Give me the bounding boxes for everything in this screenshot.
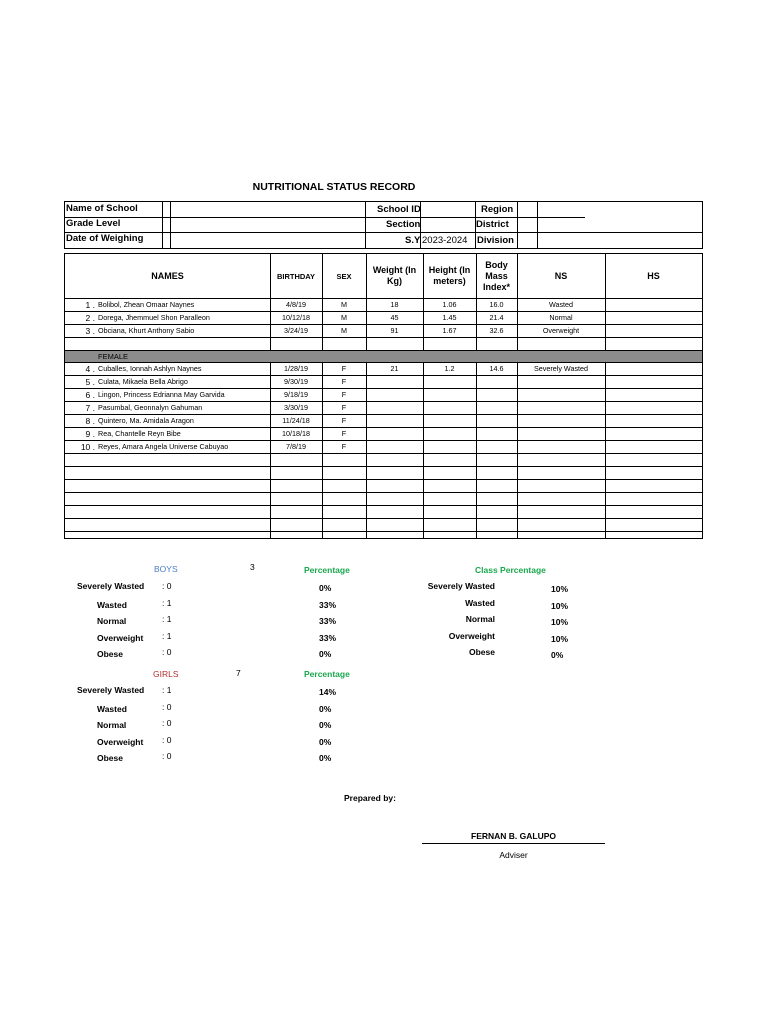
boys-status-count: : 0 [162, 647, 172, 657]
cell-birthday: 3/24/19 [284, 326, 308, 335]
cell-birthday: 1/28/19 [284, 364, 308, 373]
cell-name: Quintero, Ma. Amidala Aragon [98, 416, 194, 425]
prepared-by-label: Prepared by: [344, 793, 396, 803]
class-status-label: Overweight [448, 630, 495, 641]
cell-weight: 45 [390, 313, 399, 322]
boys-status-count: : 1 [162, 597, 172, 608]
cell-bmi: 21.4 [489, 313, 504, 322]
col-height: Height (In meters) [428, 265, 471, 286]
girls-status-count: : 0 [162, 734, 172, 745]
adviser-name: FERNAN B. GALUPO [471, 831, 556, 841]
cell-ns: Normal [549, 313, 573, 322]
cell-sex: F [341, 442, 347, 451]
cell-sex: F [341, 377, 347, 386]
girls-status-percentage: 0% [319, 720, 332, 730]
boys-status-label: Normal [97, 616, 127, 626]
boys-status-label: Obese [97, 649, 123, 659]
boys-label: BOYS [154, 564, 178, 574]
col-birthday: BIRTHDAY [276, 271, 316, 281]
cell-sex: F [341, 390, 347, 399]
cell-sex: F [341, 416, 347, 425]
cell-bmi: 32.6 [489, 326, 504, 335]
row-number: 9 . [85, 429, 95, 439]
nutrition-table [64, 253, 703, 539]
cell-sex: M [341, 300, 347, 309]
cell-height: 1.06 [442, 300, 457, 309]
girls-status-percentage: 0% [319, 753, 332, 763]
class-status-percentage: 10% [551, 617, 569, 627]
girls-status-count: : 0 [162, 701, 172, 712]
boys-status-count: : 1 [162, 614, 172, 624]
girls-status-count: : 0 [162, 718, 172, 728]
class-status-label: Wasted [465, 597, 495, 608]
cell-sex: M [341, 326, 347, 335]
cell-name: Rea, Chantelle Reyn Bibe [98, 429, 181, 438]
cell-sex: F [341, 429, 347, 438]
cell-bmi: 14.6 [489, 364, 504, 373]
row-number: 2 . [85, 313, 95, 323]
name-of-school-label: Name of School [66, 203, 138, 214]
row-number: 4 . [85, 364, 95, 374]
adviser-role: Adviser [499, 850, 528, 860]
col-sex: SEX [336, 271, 352, 281]
row-number: 10 . [80, 442, 95, 452]
class-status-percentage: 10% [551, 584, 569, 594]
boys-count: 3 [250, 562, 255, 572]
cell-height: 1.45 [442, 313, 457, 322]
row-number: 3 . [85, 326, 95, 336]
cell-name: Bolibol, Zhean Omaar Naynes [98, 300, 195, 309]
class-status-label: Normal [465, 614, 495, 624]
girls-status-label: Normal [97, 720, 127, 730]
grade-level-label: Grade Level [66, 218, 121, 229]
cell-bmi: 16.0 [489, 300, 504, 309]
girls-status-count: : 0 [162, 751, 172, 761]
row-number: 7 . [85, 403, 95, 413]
female-section-band [65, 351, 702, 362]
sy-value: 2023-2024 [422, 235, 468, 246]
cell-birthday: 3/30/19 [284, 403, 308, 412]
girls-status-label: Overweight [97, 736, 144, 747]
boys-status-label: Wasted [97, 599, 127, 610]
class-status-label: Severely Wasted [427, 581, 495, 591]
col-bmi: Body Mass Index* [482, 259, 510, 292]
girls-percentage-heading: Percentage [304, 669, 350, 679]
boys-status-percentage: 0% [319, 583, 332, 593]
boys-status-label: Overweight [97, 632, 144, 643]
row-number: 6 . [85, 390, 95, 400]
signature-line [422, 843, 605, 844]
boys-status-percentage: 33% [319, 632, 337, 643]
cell-height: 1.67 [442, 326, 457, 335]
class-status-label: Obese [469, 647, 495, 657]
girls-count: 7 [236, 668, 241, 678]
girls-status-percentage: 0% [319, 736, 332, 747]
division-label: Division [477, 235, 514, 246]
girls-status-label: Wasted [97, 703, 127, 714]
cell-birthday: 10/18/18 [282, 429, 310, 438]
cell-birthday: 4/8/19 [286, 300, 306, 309]
boys-percentage-heading: Percentage [304, 565, 350, 575]
girls-status-percentage: 14% [319, 687, 337, 697]
section-label: Section [386, 219, 421, 230]
cell-birthday: 11/24/18 [282, 416, 310, 425]
cell-weight: 21 [390, 364, 399, 373]
school-info-table [64, 201, 703, 249]
cell-name: Obciana, Khurt Anthony Sabio [98, 326, 195, 335]
col-weight: Weight (In Kg) [372, 265, 417, 286]
cell-sex: M [341, 313, 347, 322]
boys-status-percentage: 0% [319, 649, 332, 659]
col-names: NAMES [151, 270, 184, 281]
cell-birthday: 9/18/19 [284, 390, 308, 399]
sy-label: S.Y [405, 235, 421, 246]
region-label: Region [481, 204, 514, 215]
date-of-weighing-label: Date of Weighing [66, 233, 144, 244]
cell-name: Cuballes, Ionnah Ashlyn Naynes [98, 364, 202, 373]
cell-sex: F [341, 364, 347, 373]
cell-ns: Severely Wasted [533, 364, 589, 373]
boys-status-count: : 1 [162, 630, 172, 641]
girls-status-label: Obese [97, 753, 123, 763]
page-title: NUTRITIONAL STATUS RECORD [252, 181, 416, 193]
class-percentage-heading: Class Percentage [475, 565, 546, 575]
boys-status-label: Severely Wasted [77, 581, 145, 591]
boys-status-count: : 0 [162, 581, 172, 591]
col-ns: NS [554, 270, 568, 281]
girls-status-percentage: 0% [319, 703, 332, 714]
school-id-label: School ID [377, 204, 421, 215]
class-status-percentage: 0% [551, 650, 564, 660]
cell-sex: F [341, 403, 347, 412]
cell-weight: 18 [390, 300, 399, 309]
cell-name: Dorega, Jhemmuel Shon Paralleon [98, 313, 210, 322]
female-label: FEMALE [98, 352, 129, 361]
cell-birthday: 7/8/19 [286, 442, 306, 451]
cell-name: Reyes, Amara Angela Universe Cabuyao [98, 442, 229, 451]
boys-status-percentage: 33% [319, 616, 337, 626]
cell-name: Culata, Mikaela Bella Abrigo [98, 377, 188, 386]
cell-name: Lingon, Princess Edrianna May Garvida [98, 390, 225, 399]
row-number: 5 . [85, 377, 95, 387]
boys-status-percentage: 33% [319, 599, 337, 610]
col-hs: HS [647, 270, 660, 281]
cell-birthday: 9/30/19 [284, 377, 308, 386]
class-status-percentage: 10% [551, 600, 569, 611]
cell-height: 1.2 [444, 364, 455, 373]
cell-weight: 91 [390, 326, 399, 335]
row-number: 1 . [85, 300, 95, 310]
cell-ns: Wasted [548, 300, 574, 309]
cell-birthday: 10/12/18 [282, 313, 310, 322]
girls-label: GIRLS [153, 669, 179, 679]
cell-ns: Overweight [542, 326, 580, 335]
girls-status-count: : 1 [162, 685, 172, 695]
cell-name: Pasumbal, Geonnalyn Gahuman [98, 403, 203, 412]
row-number: 8 . [85, 416, 95, 426]
girls-status-label: Severely Wasted [77, 685, 145, 695]
district-label: District [476, 219, 509, 230]
class-status-percentage: 10% [551, 633, 569, 644]
